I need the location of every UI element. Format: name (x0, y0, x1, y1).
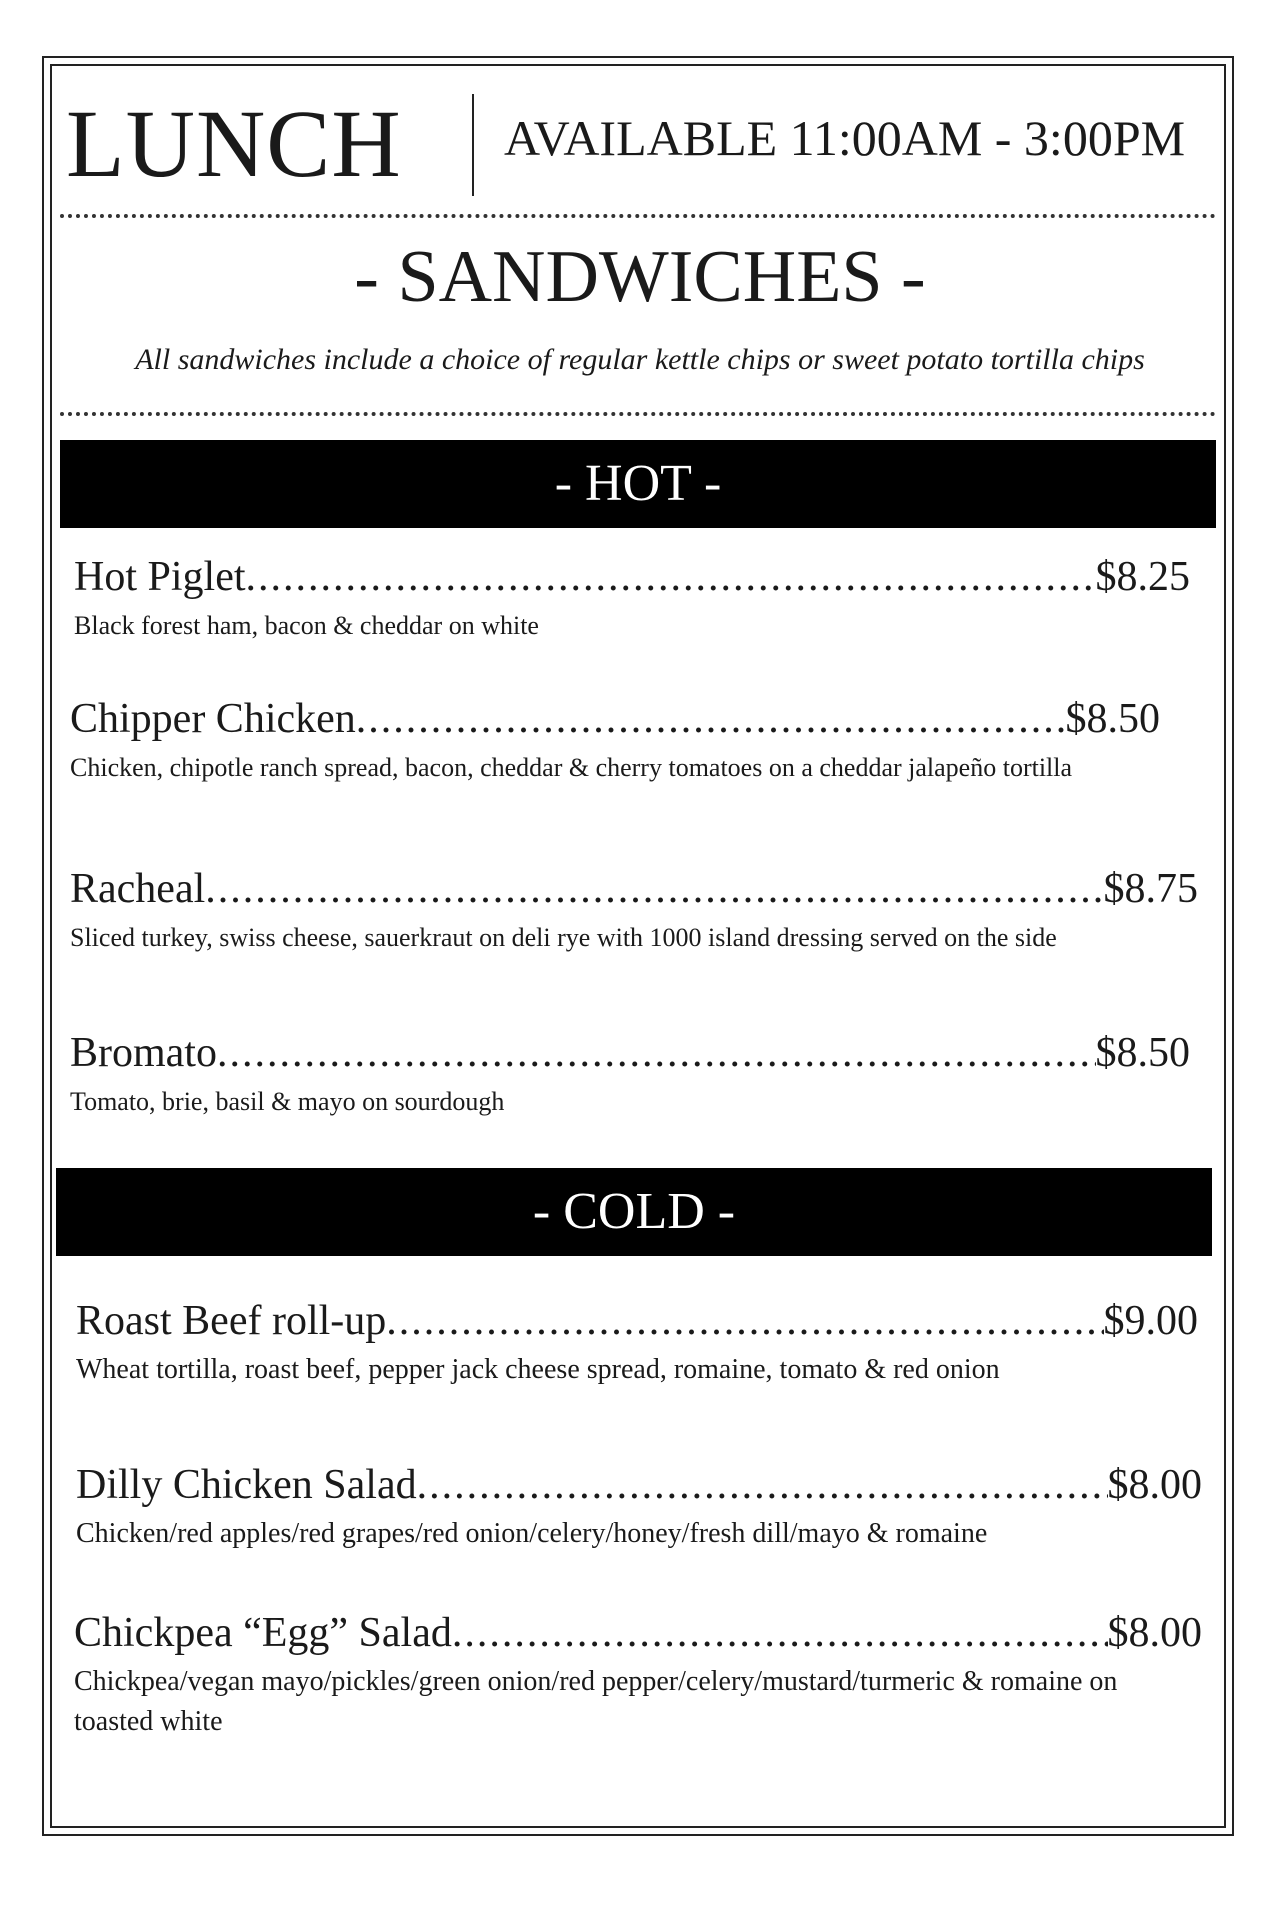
menu-item (76, 1460, 1202, 1554)
menu-item (74, 552, 1190, 646)
item-name: Racheal (70, 866, 206, 912)
menu-item-line (74, 552, 1190, 602)
dotted-divider-top (60, 214, 1216, 218)
menu-item (74, 1608, 1202, 1742)
menu-item (76, 1296, 1198, 1390)
availability-hours: AVAILABLE 11:00AM - 3:00PM (504, 110, 1186, 166)
hot-heading: - HOT - (60, 440, 1216, 528)
item-description: Tomato, brie, basil & mayo on sourdough (70, 1087, 505, 1116)
menu-item-line (74, 1608, 1202, 1658)
menu-item-line (76, 1296, 1198, 1346)
menu-item (70, 694, 1160, 788)
menu-item-line (76, 1460, 1202, 1510)
item-price: $8.50 (1095, 1030, 1190, 1076)
item-price: $8.00 (1107, 1610, 1202, 1656)
dot-leader (452, 1608, 1108, 1658)
dot-leader (205, 864, 1103, 914)
item-price: $9.00 (1103, 1298, 1198, 1344)
item-description: Chicken, chipotle ranch spread, bacon, cheddar & cherry tomatoes on a cheddar jalapeño tortilla (70, 753, 1073, 782)
dot-leader (386, 1296, 1103, 1346)
item-price: $8.25 (1095, 554, 1190, 600)
dot-leader (417, 1460, 1108, 1510)
item-price: $8.50 (1065, 696, 1160, 742)
item-description: Chickpea/vegan mayo/pickles/green onion/red pepper/celery/mustard/turmeric & romaine on toasted white (74, 1666, 1118, 1737)
item-name: Dilly Chicken Salad (76, 1462, 417, 1508)
dotted-divider-bottom (60, 412, 1216, 416)
item-name: Bromato (70, 1030, 217, 1076)
item-name: Chipper Chicken (70, 696, 356, 742)
menu-item-line (70, 694, 1160, 744)
menu-item-line (70, 864, 1198, 914)
section-title: - SANDWICHES - (354, 236, 926, 318)
section-note: All sandwiches include a choice of regular kettle chips or sweet potato tortilla chips (135, 343, 1145, 376)
item-description: Sliced turkey, swiss cheese, sauerkraut on deli rye with 1000 island dressing served on the side (70, 923, 1057, 952)
dot-leader (356, 694, 1066, 744)
dot-leader (217, 1028, 1096, 1078)
item-price: $8.00 (1107, 1462, 1202, 1508)
title-divider (472, 94, 474, 196)
item-name: Roast Beef roll-up (76, 1298, 387, 1344)
menu-item (70, 1028, 1190, 1122)
item-description: Black forest ham, bacon & cheddar on white (74, 611, 539, 640)
menu-item-line (70, 1028, 1190, 1078)
item-description: Wheat tortilla, roast beef, pepper jack cheese spread, romaine, tomato & red onion (76, 1354, 1000, 1385)
cold-heading: - COLD - (56, 1168, 1212, 1256)
menu-title: LUNCH (66, 90, 402, 197)
item-description: Chicken/red apples/red grapes/red onion/celery/honey/fresh dill/mayo & romaine (76, 1518, 988, 1549)
item-name: Chickpea “Egg” Salad (74, 1610, 452, 1656)
dot-leader (246, 552, 1096, 602)
menu-item (70, 864, 1198, 958)
item-name: Hot Piglet (74, 554, 246, 600)
item-price: $8.75 (1103, 866, 1198, 912)
